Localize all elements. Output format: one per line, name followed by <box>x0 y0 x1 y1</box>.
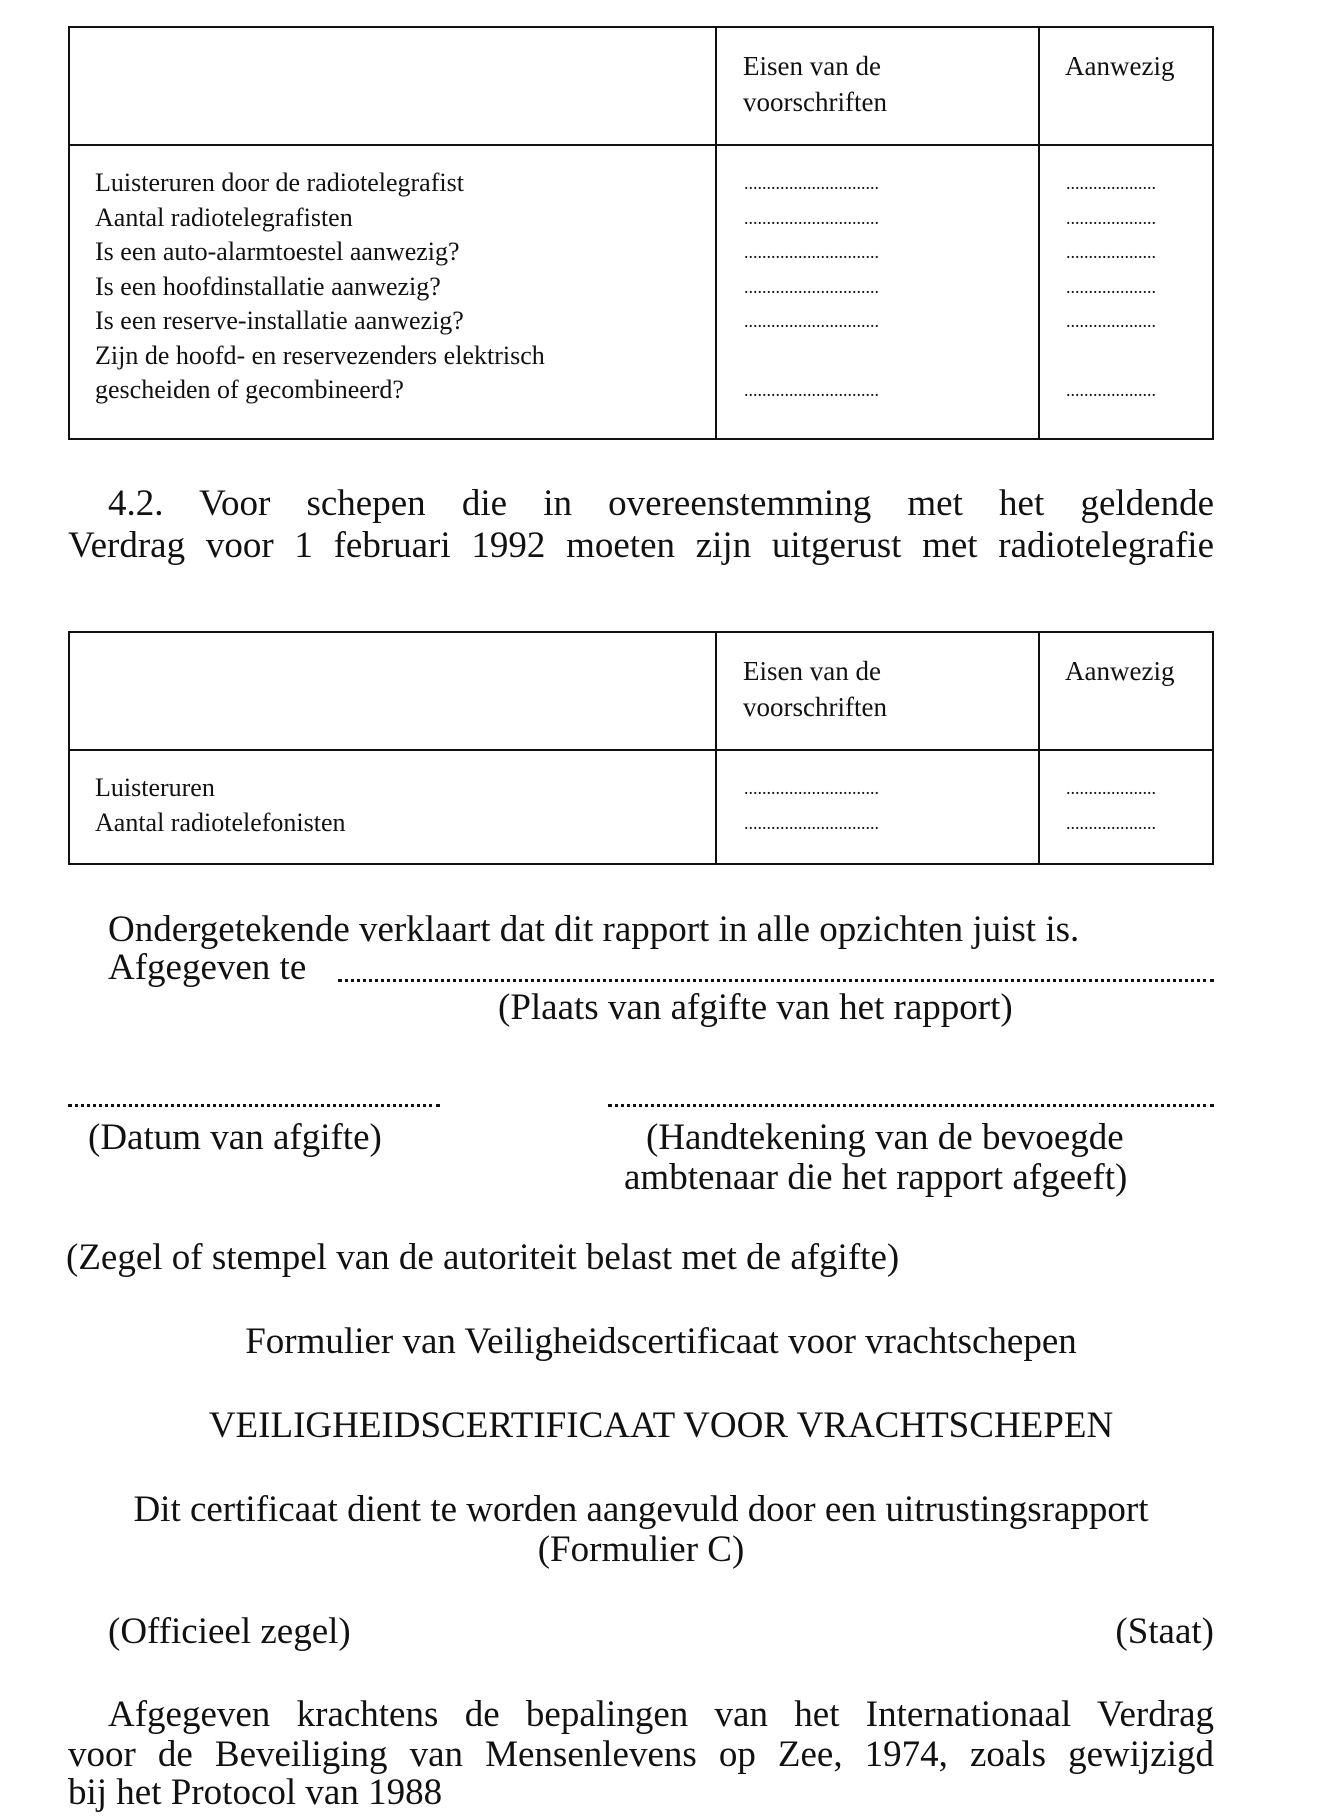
fill-line: .................... <box>1066 242 1156 262</box>
fill-line: .............................. <box>744 173 879 193</box>
column-divider <box>1038 28 1040 438</box>
column-divider <box>715 633 717 863</box>
row-label: Aantal radiotelefonisten <box>95 807 346 837</box>
present-fill-column <box>1066 771 1206 840</box>
row-label: Is een auto-alarmtoestel aanwezig? <box>95 237 460 266</box>
seal-caption: (Zegel of stempel van de autoriteit belast met de afgifte) <box>66 1237 900 1278</box>
state-label: (Staat) <box>1115 1611 1214 1652</box>
issued-under-line3: bij het Protocol van 1988 <box>68 1772 443 1813</box>
row-label: Aantal radiotelegrafisten <box>95 202 353 232</box>
header-divider <box>70 749 1212 751</box>
declaration-text: Ondergetekende verklaart dat dit rapport in alle opzichten juist is. <box>108 909 1080 950</box>
fill-line: .................... <box>1066 812 1156 833</box>
row-label: Zijn de hoofd- en reservezenders elektrisch <box>95 340 545 370</box>
signature-caption-1: (Handtekening van de bevoegde <box>646 1117 1124 1158</box>
requirements-fill-column <box>744 166 1014 408</box>
fill-line <box>1066 339 1206 374</box>
place-fill-line <box>338 979 1214 982</box>
row-labels <box>95 166 705 408</box>
fill-line: .............................. <box>744 380 879 400</box>
section-4-2-line1: 4.2. Voor schepen die in overeenstemming met het geldende <box>108 483 1214 524</box>
date-caption: (Datum van afgifte) <box>88 1117 382 1158</box>
signature-caption-2: ambtenaar die het rapport afgeeft) <box>624 1157 1128 1198</box>
fill-line: .............................. <box>744 778 879 798</box>
fill-line: .................... <box>1066 311 1156 331</box>
issued-under-line1: Afgegeven krachtens de bepalingen van het Internationaal Verdrag <box>108 1694 1214 1735</box>
fill-line: .................... <box>1066 207 1156 228</box>
fill-line: .................... <box>1066 276 1156 297</box>
issued-under-line2: voor de Beveiliging van Mensenlevens op Zee, 1974, zoals gewijzigd <box>68 1734 1214 1775</box>
row-label: Luisteruren door de radiotelegrafist <box>95 168 464 197</box>
row-labels <box>95 771 705 840</box>
row-label: gescheiden of gecombineerd? <box>95 375 404 404</box>
header-divider <box>70 144 1212 146</box>
signature-fill-line <box>608 1104 1214 1107</box>
issued-at-label: Afgegeven te <box>108 947 307 988</box>
fill-line <box>744 339 1014 374</box>
fill-line: .............................. <box>744 207 879 228</box>
fill-line: .............................. <box>744 276 879 297</box>
header-requirements: Eisen van de voorschriften <box>743 656 887 722</box>
fill-line: .............................. <box>744 311 879 331</box>
fill-line: .................... <box>1066 380 1156 400</box>
official-seal-label: (Officieel zegel) <box>108 1611 351 1652</box>
equipment-table-radiotelegraphy <box>68 26 1214 440</box>
supplement-line2: (Formulier C) <box>537 1529 745 1570</box>
place-caption: (Plaats van afgifte van het rapport) <box>498 987 1013 1028</box>
row-label: Is een hoofdinstallatie aanwezig? <box>95 271 441 301</box>
row-label: Is een reserve-installatie aanwezig? <box>95 306 464 335</box>
date-fill-line <box>68 1104 440 1107</box>
present-fill-column <box>1066 166 1206 408</box>
header-present: Aanwezig <box>1065 656 1175 686</box>
certificate-title: VEILIGHEIDSCERTIFICAAT VOOR VRACHTSCHEPEN <box>208 1405 1114 1446</box>
fill-line: .............................. <box>744 242 879 262</box>
header-present: Aanwezig <box>1065 51 1175 81</box>
section-4-2-line2: Verdrag voor 1 februari 1992 moeten zijn uitgerust met radiotelegrafie <box>68 525 1214 566</box>
header-requirements: Eisen van de voorschriften <box>743 51 887 117</box>
fill-line: .................... <box>1066 173 1156 193</box>
row-label: Luisteruren <box>95 773 215 802</box>
requirements-fill-column <box>744 771 1014 840</box>
fill-line: .................... <box>1066 778 1156 798</box>
supplement-line1: Dit certificaat dient te worden aangevuld door een uitrustingsrapport <box>133 1489 1149 1530</box>
form-title: Formulier van Veiligheidscertificaat voor vrachtschepen <box>245 1321 1077 1362</box>
column-divider <box>715 28 717 438</box>
equipment-table-radiotelephony <box>68 631 1214 865</box>
fill-line: .............................. <box>744 812 879 833</box>
column-divider <box>1038 633 1040 863</box>
